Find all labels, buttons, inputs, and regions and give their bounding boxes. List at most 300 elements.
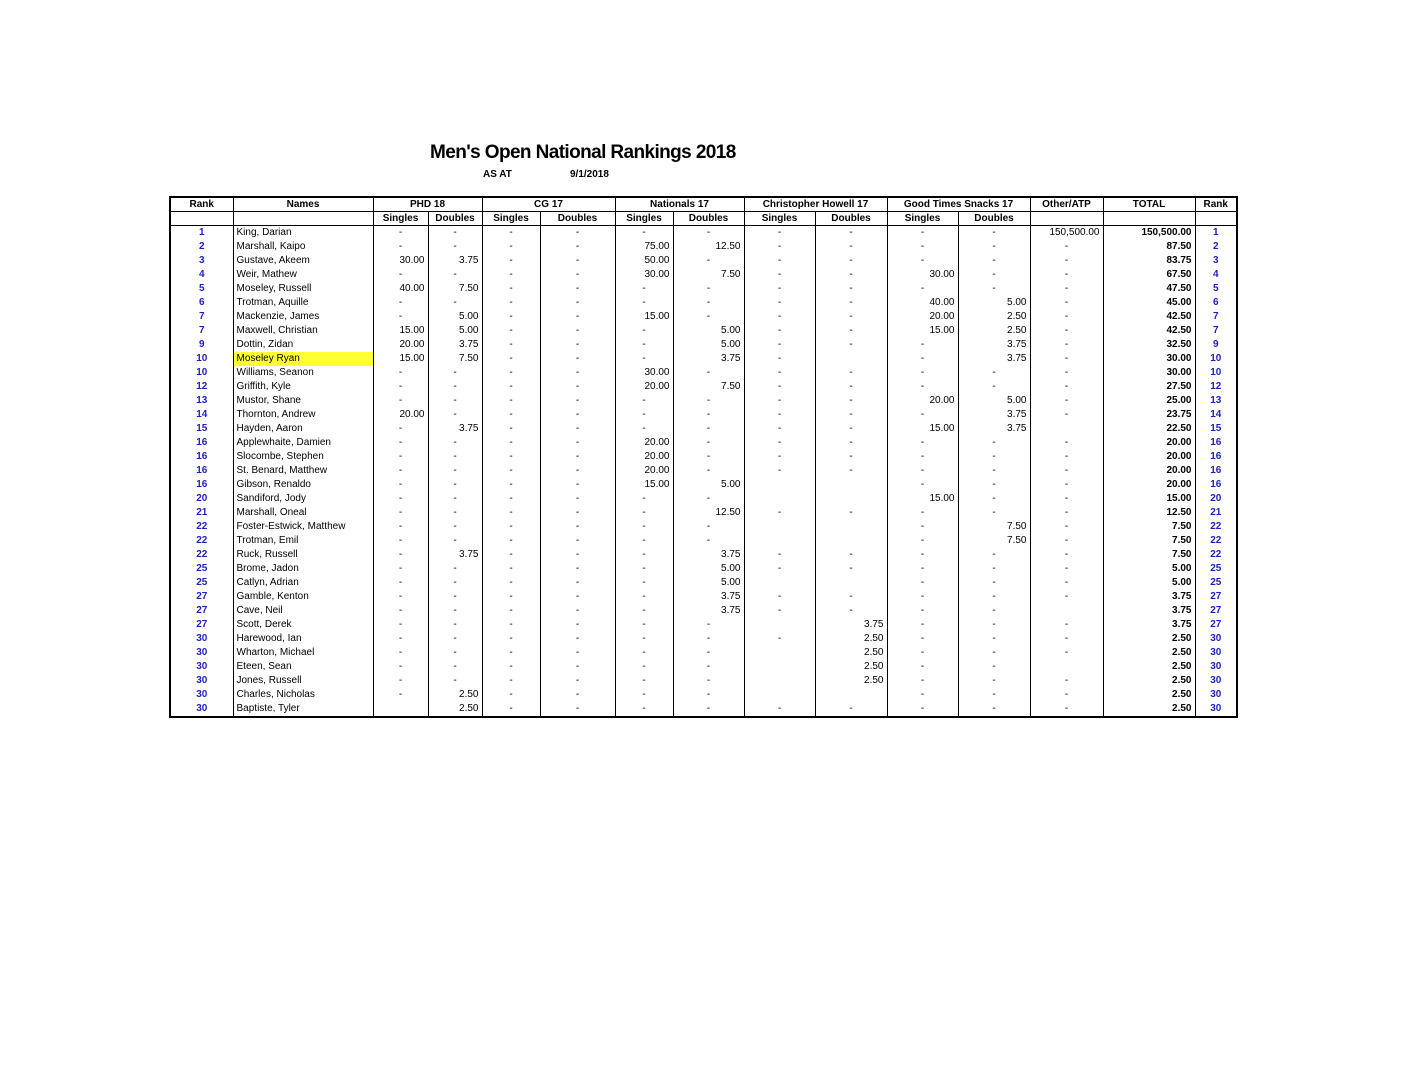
- points-cell: 7.50: [673, 268, 744, 282]
- player-name: Gustave, Akeem: [233, 254, 373, 268]
- points-cell: -: [887, 282, 958, 296]
- points-cell: 20.00: [373, 338, 428, 352]
- points-cell: -: [744, 506, 815, 520]
- rank-cell: 3: [170, 254, 233, 268]
- rank-cell: 22: [170, 520, 233, 534]
- points-cell: -: [428, 576, 482, 590]
- table-row: [170, 576, 1237, 590]
- points-cell: 3.75: [673, 548, 744, 562]
- points-cell: -: [540, 338, 615, 352]
- points-cell: 50.00: [615, 254, 673, 268]
- points-cell: 7.50: [673, 380, 744, 394]
- rankings-table: [169, 196, 1238, 718]
- points-cell: 5.00: [673, 562, 744, 576]
- points-cell: 2.50: [815, 632, 887, 646]
- table-row: [170, 632, 1237, 646]
- points-cell: -: [615, 324, 673, 338]
- table-row: [170, 660, 1237, 674]
- rank-cell-right: 30: [1195, 674, 1237, 688]
- rank-cell-right: 27: [1195, 604, 1237, 618]
- points-cell: -: [744, 352, 815, 366]
- total-cell: 83.75: [1103, 254, 1195, 268]
- rank-cell-right: 16: [1195, 450, 1237, 464]
- points-cell: [744, 534, 815, 548]
- player-name: Cave, Neil: [233, 604, 373, 618]
- points-cell: -: [958, 548, 1030, 562]
- points-cell: -: [673, 492, 744, 506]
- points-cell: -: [615, 590, 673, 604]
- points-cell: -: [1030, 366, 1103, 380]
- points-cell: -: [1030, 310, 1103, 324]
- rank-cell-right: 21: [1195, 506, 1237, 520]
- points-cell: -: [958, 436, 1030, 450]
- points-cell: -: [744, 240, 815, 254]
- points-cell: 75.00: [615, 240, 673, 254]
- points-cell: -: [1030, 562, 1103, 576]
- points-cell: [815, 688, 887, 702]
- header-row-types: [170, 212, 1237, 226]
- total-cell: 45.00: [1103, 296, 1195, 310]
- rank-cell: 30: [170, 674, 233, 688]
- points-cell: -: [373, 296, 428, 310]
- header-row-groups: [170, 197, 1237, 212]
- page-title: Men's Open National Rankings 2018: [430, 142, 736, 163]
- total-cell: 87.50: [1103, 240, 1195, 254]
- player-name: Gibson, Renaldo: [233, 478, 373, 492]
- points-cell: -: [744, 310, 815, 324]
- total-cell: 3.75: [1103, 618, 1195, 632]
- points-cell: 2.50: [958, 324, 1030, 338]
- points-cell: -: [958, 464, 1030, 478]
- points-cell: -: [540, 618, 615, 632]
- total-cell: 20.00: [1103, 436, 1195, 450]
- points-cell: -: [815, 422, 887, 436]
- points-cell: -: [540, 464, 615, 478]
- points-cell: -: [1030, 646, 1103, 660]
- points-cell: -: [482, 478, 540, 492]
- points-cell: -: [958, 254, 1030, 268]
- points-cell: -: [482, 646, 540, 660]
- points-cell: -: [887, 226, 958, 241]
- header-blank: [1030, 212, 1103, 226]
- points-cell: -: [540, 282, 615, 296]
- points-cell: -: [1030, 450, 1103, 464]
- points-cell: -: [540, 226, 615, 241]
- points-cell: -: [428, 464, 482, 478]
- points-cell: -: [615, 352, 673, 366]
- points-cell: 12.50: [673, 240, 744, 254]
- rank-cell-right: 16: [1195, 436, 1237, 450]
- points-cell: -: [615, 674, 673, 688]
- points-cell: -: [482, 590, 540, 604]
- header-singles: Singles: [887, 212, 958, 226]
- table-row: [170, 618, 1237, 632]
- points-cell: -: [428, 366, 482, 380]
- points-cell: -: [615, 422, 673, 436]
- rank-cell: 25: [170, 562, 233, 576]
- points-cell: -: [673, 254, 744, 268]
- points-cell: -: [673, 394, 744, 408]
- header-group: Christopher Howell 17: [744, 197, 887, 212]
- as-at-label: AS AT: [483, 169, 512, 180]
- points-cell: -: [540, 478, 615, 492]
- rank-cell-right: 27: [1195, 618, 1237, 632]
- total-cell: 20.00: [1103, 464, 1195, 478]
- points-cell: -: [615, 646, 673, 660]
- total-cell: 7.50: [1103, 548, 1195, 562]
- points-cell: [744, 688, 815, 702]
- points-cell: -: [1030, 408, 1103, 422]
- points-cell: -: [428, 604, 482, 618]
- points-cell: -: [1030, 632, 1103, 646]
- rank-cell-right: 2: [1195, 240, 1237, 254]
- table-row: [170, 352, 1237, 366]
- points-cell: -: [958, 450, 1030, 464]
- player-name: Mustor, Shane: [233, 394, 373, 408]
- player-name: St. Benard, Matthew: [233, 464, 373, 478]
- points-cell: -: [958, 688, 1030, 702]
- header-group: Nationals 17: [615, 197, 744, 212]
- points-cell: -: [744, 282, 815, 296]
- rank-cell: 27: [170, 618, 233, 632]
- points-cell: -: [615, 688, 673, 702]
- table-row: [170, 282, 1237, 296]
- points-cell: -: [744, 590, 815, 604]
- rank-cell-right: 9: [1195, 338, 1237, 352]
- rank-cell: 10: [170, 352, 233, 366]
- points-cell: -: [815, 408, 887, 422]
- points-cell: -: [428, 646, 482, 660]
- points-cell: -: [373, 534, 428, 548]
- points-cell: -: [540, 366, 615, 380]
- rank-cell: 10: [170, 366, 233, 380]
- points-cell: -: [815, 380, 887, 394]
- points-cell: -: [815, 296, 887, 310]
- rank-cell-right: 30: [1195, 688, 1237, 702]
- points-cell: -: [815, 450, 887, 464]
- points-cell: -: [482, 688, 540, 702]
- points-cell: 2.50: [958, 310, 1030, 324]
- points-cell: -: [373, 240, 428, 254]
- points-cell: -: [958, 632, 1030, 646]
- points-cell: -: [673, 450, 744, 464]
- points-cell: -: [673, 422, 744, 436]
- total-cell: 67.50: [1103, 268, 1195, 282]
- points-cell: -: [958, 226, 1030, 241]
- points-cell: 20.00: [887, 394, 958, 408]
- points-cell: -: [673, 674, 744, 688]
- points-cell: -: [673, 660, 744, 674]
- table-row: [170, 436, 1237, 450]
- points-cell: -: [744, 268, 815, 282]
- player-name: Applewhaite, Damien: [233, 436, 373, 450]
- points-cell: -: [887, 590, 958, 604]
- rank-cell-right: 6: [1195, 296, 1237, 310]
- points-cell: -: [428, 660, 482, 674]
- points-cell: -: [482, 492, 540, 506]
- points-cell: 5.00: [673, 324, 744, 338]
- points-cell: 5.00: [428, 310, 482, 324]
- points-cell: -: [1030, 324, 1103, 338]
- rank-cell: 5: [170, 282, 233, 296]
- points-cell: -: [428, 436, 482, 450]
- table-row: [170, 548, 1237, 562]
- points-cell: 3.75: [428, 338, 482, 352]
- points-cell: -: [482, 576, 540, 590]
- points-cell: 5.00: [958, 394, 1030, 408]
- points-cell: -: [540, 604, 615, 618]
- table-row: [170, 506, 1237, 520]
- points-cell: -: [615, 520, 673, 534]
- header-singles: Singles: [615, 212, 673, 226]
- rank-cell: 30: [170, 632, 233, 646]
- points-cell: 7.50: [958, 534, 1030, 548]
- points-cell: 30.00: [887, 268, 958, 282]
- rank-cell: 15: [170, 422, 233, 436]
- points-cell: -: [673, 282, 744, 296]
- points-cell: -: [540, 688, 615, 702]
- points-cell: -: [615, 576, 673, 590]
- points-cell: -: [815, 590, 887, 604]
- points-cell: [815, 478, 887, 492]
- points-cell: 3.75: [958, 338, 1030, 352]
- points-cell: -: [540, 632, 615, 646]
- points-cell: 2.50: [815, 660, 887, 674]
- points-cell: -: [540, 590, 615, 604]
- points-cell: -: [887, 702, 958, 717]
- points-cell: -: [373, 660, 428, 674]
- points-cell: -: [482, 660, 540, 674]
- points-cell: -: [482, 422, 540, 436]
- points-cell: 3.75: [673, 352, 744, 366]
- points-cell: [744, 576, 815, 590]
- rank-cell-right: 14: [1195, 408, 1237, 422]
- player-name: Dottin, Zidan: [233, 338, 373, 352]
- table-row: [170, 534, 1237, 548]
- rank-cell-right: 22: [1195, 520, 1237, 534]
- points-cell: -: [673, 366, 744, 380]
- points-cell: -: [887, 478, 958, 492]
- table-row: [170, 240, 1237, 254]
- player-name: Maxwell, Christian: [233, 324, 373, 338]
- points-cell: -: [482, 534, 540, 548]
- points-cell: -: [815, 548, 887, 562]
- points-cell: 3.75: [958, 408, 1030, 422]
- points-cell: -: [744, 338, 815, 352]
- points-cell: [815, 534, 887, 548]
- header-singles: Singles: [744, 212, 815, 226]
- player-name: Foster-Estwick, Matthew: [233, 520, 373, 534]
- points-cell: -: [540, 506, 615, 520]
- header-names: Names: [233, 197, 373, 212]
- points-cell: -: [615, 632, 673, 646]
- total-cell: 30.00: [1103, 352, 1195, 366]
- header-doubles: Doubles: [540, 212, 615, 226]
- rank-cell: 14: [170, 408, 233, 422]
- points-cell: -: [815, 338, 887, 352]
- points-cell: -: [428, 590, 482, 604]
- points-cell: -: [482, 562, 540, 576]
- points-cell: -: [615, 702, 673, 717]
- points-cell: -: [482, 310, 540, 324]
- points-cell: 2.50: [428, 688, 482, 702]
- rank-cell: 22: [170, 548, 233, 562]
- points-cell: -: [373, 646, 428, 660]
- points-cell: -: [482, 268, 540, 282]
- points-cell: -: [428, 450, 482, 464]
- points-cell: -: [887, 240, 958, 254]
- points-cell: -: [958, 674, 1030, 688]
- total-cell: 3.75: [1103, 590, 1195, 604]
- as-at-date: 9/1/2018: [570, 169, 609, 180]
- points-cell: -: [428, 296, 482, 310]
- rank-cell-right: 16: [1195, 464, 1237, 478]
- points-cell: -: [958, 240, 1030, 254]
- points-cell: -: [744, 366, 815, 380]
- rank-cell-right: 10: [1195, 366, 1237, 380]
- player-name: Eteen, Sean: [233, 660, 373, 674]
- points-cell: -: [428, 674, 482, 688]
- points-cell: -: [1030, 282, 1103, 296]
- rank-cell-right: 16: [1195, 478, 1237, 492]
- table-row: [170, 380, 1237, 394]
- points-cell: -: [540, 492, 615, 506]
- rankings-body: [170, 226, 1237, 718]
- points-cell: -: [615, 506, 673, 520]
- points-cell: [373, 702, 428, 717]
- table-row: [170, 492, 1237, 506]
- points-cell: -: [373, 436, 428, 450]
- rank-cell-right: 30: [1195, 702, 1237, 717]
- rank-cell: 21: [170, 506, 233, 520]
- points-cell: -: [428, 632, 482, 646]
- points-cell: 5.00: [673, 478, 744, 492]
- points-cell: 5.00: [958, 296, 1030, 310]
- points-cell: -: [482, 240, 540, 254]
- points-cell: -: [815, 562, 887, 576]
- points-cell: [744, 520, 815, 534]
- points-cell: -: [744, 296, 815, 310]
- points-cell: -: [540, 408, 615, 422]
- rank-cell: 4: [170, 268, 233, 282]
- points-cell: 5.00: [673, 338, 744, 352]
- rank-cell: 16: [170, 450, 233, 464]
- points-cell: -: [373, 450, 428, 464]
- points-cell: -: [1030, 268, 1103, 282]
- points-cell: 20.00: [615, 464, 673, 478]
- rank-cell: 6: [170, 296, 233, 310]
- points-cell: -: [540, 254, 615, 268]
- points-cell: -: [1030, 534, 1103, 548]
- points-cell: -: [373, 366, 428, 380]
- points-cell: -: [673, 688, 744, 702]
- points-cell: -: [815, 240, 887, 254]
- points-cell: -: [744, 422, 815, 436]
- points-cell: -: [815, 324, 887, 338]
- total-cell: 7.50: [1103, 520, 1195, 534]
- points-cell: -: [887, 408, 958, 422]
- header-doubles: Doubles: [428, 212, 482, 226]
- points-cell: -: [482, 618, 540, 632]
- total-cell: 47.50: [1103, 282, 1195, 296]
- points-cell: -: [373, 632, 428, 646]
- points-cell: -: [428, 492, 482, 506]
- total-cell: 2.50: [1103, 646, 1195, 660]
- total-cell: 12.50: [1103, 506, 1195, 520]
- points-cell: 5.00: [673, 576, 744, 590]
- points-cell: -: [1030, 240, 1103, 254]
- points-cell: -: [1030, 702, 1103, 717]
- points-cell: -: [540, 352, 615, 366]
- points-cell: -: [1030, 688, 1103, 702]
- points-cell: -: [673, 646, 744, 660]
- rank-cell: 7: [170, 324, 233, 338]
- table-row: [170, 268, 1237, 282]
- points-cell: [815, 492, 887, 506]
- rank-cell: 2: [170, 240, 233, 254]
- points-cell: -: [482, 464, 540, 478]
- rank-cell-right: 20: [1195, 492, 1237, 506]
- points-cell: -: [615, 534, 673, 548]
- points-cell: -: [1030, 492, 1103, 506]
- points-cell: -: [1030, 478, 1103, 492]
- header-other: Other/ATP: [1030, 197, 1103, 212]
- rank-cell-right: 25: [1195, 576, 1237, 590]
- total-cell: 42.50: [1103, 324, 1195, 338]
- table-row: [170, 520, 1237, 534]
- points-cell: -: [615, 226, 673, 241]
- player-name: Trotman, Aquille: [233, 296, 373, 310]
- points-cell: -: [482, 604, 540, 618]
- points-cell: [815, 352, 887, 366]
- points-cell: -: [428, 478, 482, 492]
- table-row: [170, 702, 1237, 717]
- player-name: Sandiford, Jody: [233, 492, 373, 506]
- points-cell: -: [958, 380, 1030, 394]
- player-name: Slocombe, Stephen: [233, 450, 373, 464]
- rank-cell-right: 22: [1195, 548, 1237, 562]
- points-cell: -: [958, 282, 1030, 296]
- points-cell: -: [887, 562, 958, 576]
- player-name: Ruck, Russell: [233, 548, 373, 562]
- points-cell: -: [482, 394, 540, 408]
- player-name: Jones, Russell: [233, 674, 373, 688]
- points-cell: -: [540, 324, 615, 338]
- player-name: Hayden, Aaron: [233, 422, 373, 436]
- points-cell: -: [615, 618, 673, 632]
- points-cell: -: [887, 436, 958, 450]
- points-cell: -: [744, 436, 815, 450]
- points-cell: -: [673, 618, 744, 632]
- rank-cell: 13: [170, 394, 233, 408]
- points-cell: -: [815, 310, 887, 324]
- points-cell: -: [744, 254, 815, 268]
- total-cell: 32.50: [1103, 338, 1195, 352]
- points-cell: -: [540, 674, 615, 688]
- points-cell: 30.00: [615, 366, 673, 380]
- points-cell: -: [373, 562, 428, 576]
- points-cell: -: [887, 618, 958, 632]
- rank-cell: 20: [170, 492, 233, 506]
- header-doubles: Doubles: [815, 212, 887, 226]
- total-cell: 22.50: [1103, 422, 1195, 436]
- rank-cell-right: 7: [1195, 310, 1237, 324]
- points-cell: -: [428, 618, 482, 632]
- rank-cell-right: 13: [1195, 394, 1237, 408]
- points-cell: -: [482, 352, 540, 366]
- total-cell: 3.75: [1103, 604, 1195, 618]
- points-cell: -: [1030, 674, 1103, 688]
